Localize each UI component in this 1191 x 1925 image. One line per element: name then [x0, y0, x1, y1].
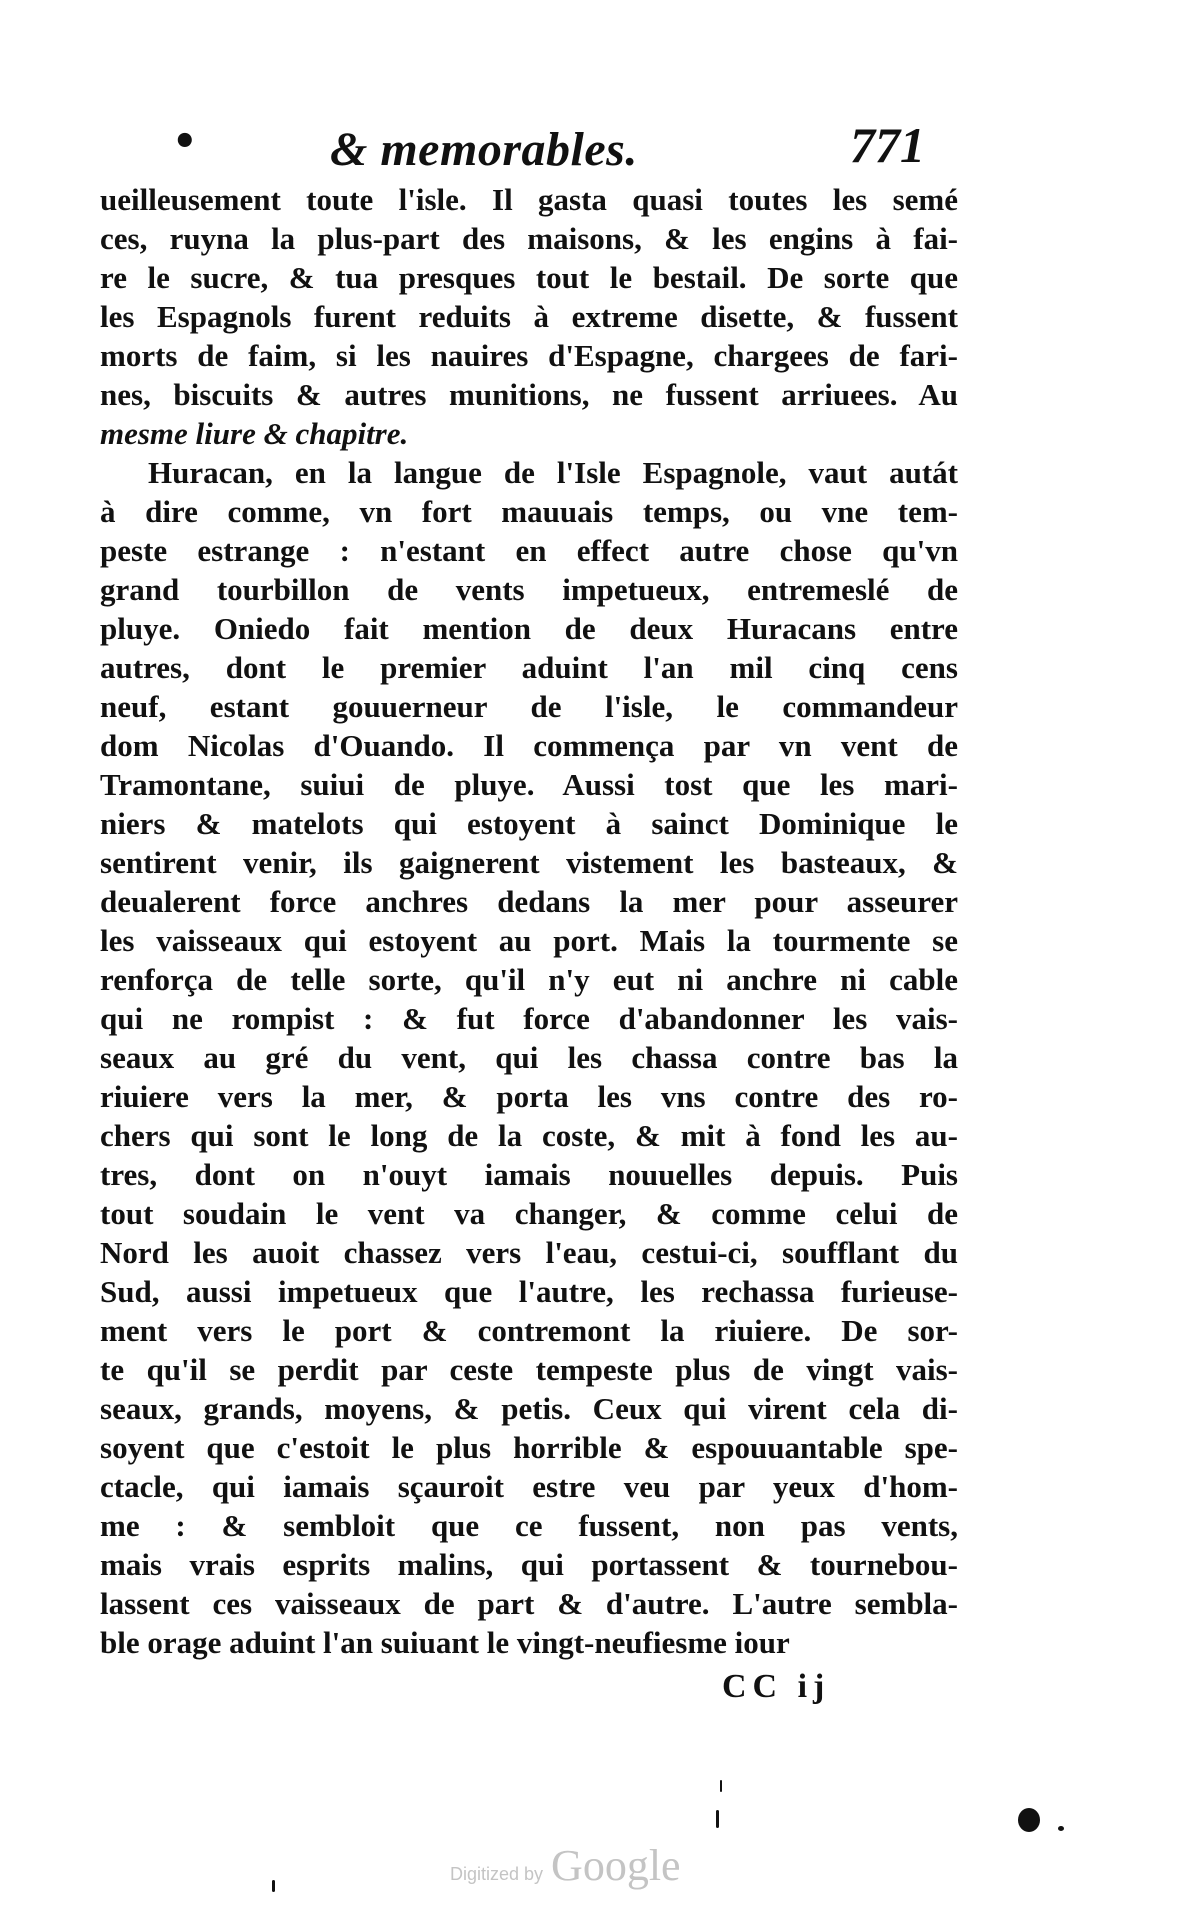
text-line: dom Nicolas d'Ouando. Il commença par vn vent de	[100, 728, 958, 763]
text-line: Tramontane, suiui de pluye. Aussi tost que les mari-	[100, 767, 958, 802]
text-line: re le sucre, & tua presques tout le bestail. De sorte que	[100, 260, 958, 295]
text-line: tres, dont on n'ouyt iamais nouuelles depuis. Puis	[100, 1157, 958, 1192]
text-line: neuf, estant gouuerneur de l'isle, le commandeur	[100, 689, 958, 724]
text-line: ctacle, qui iamais sçauroit estre veu par yeux d'hom-	[100, 1469, 958, 1504]
text-line: peste estrange : n'estant en effect autre chose qu'vn	[100, 533, 958, 568]
text-line: ment vers le port & contremont la riuiere. De sor-	[100, 1313, 958, 1348]
text-line: te qu'il se perdit par ceste tempeste plus de vingt vais-	[100, 1352, 958, 1387]
text-line: soyent que c'estoit le plus horrible & espouuantable spe-	[100, 1430, 958, 1465]
text-line: autres, dont le premier aduint l'an mil cinq cens	[100, 650, 958, 685]
text-line: niers & matelots qui estoyent à sainct Dominique le	[100, 806, 958, 841]
text-line: qui ne rompist : & fut force d'abandonner les vais-	[100, 1001, 958, 1036]
digitized-watermark	[450, 1840, 681, 1891]
text-line: nes, biscuits & autres munitions, ne fussent arriuees. Au	[100, 377, 958, 412]
watermark-prefix: Digitized by	[450, 1864, 544, 1884]
text-line: ueilleusement toute l'isle. Il gasta quasi toutes les semé	[100, 182, 958, 217]
text-line: riuiere vers la mer, & porta les vns contre des ro-	[100, 1079, 958, 1114]
running-head: & memorables.	[330, 123, 638, 176]
text-line: ces, ruyna la plus-part des maisons, & les engins à fai-	[100, 221, 958, 256]
ink-speck	[1058, 1826, 1064, 1831]
ink-speck	[272, 1880, 275, 1892]
google-logo: Google	[551, 1841, 681, 1890]
text-line: tout soudain le vent va changer, & comme celui de	[100, 1196, 958, 1231]
citation-line: mesme liure & chapitre.	[100, 416, 409, 451]
ink-speck	[716, 1810, 719, 1828]
text-line: deualerent force anchres dedans la mer pour asseurer	[100, 884, 958, 919]
text-line: pluye. Oniedo fait mention de deux Huracans entre	[100, 611, 958, 646]
text-line: Sud, aussi impetueux que l'autre, les rechassa furieuse-	[100, 1274, 958, 1309]
text-line: lassent ces vaisseaux de part & d'autre. L'autre sembla-	[100, 1586, 958, 1621]
text-line: chers qui sont le long de la coste, & mit à fond les au-	[100, 1118, 958, 1153]
text-line: Nord les auoit chassez vers l'eau, cestui-ci, soufflant du	[100, 1235, 958, 1270]
text-line: seaux, grands, moyens, & petis. Ceux qui virent cela di-	[100, 1391, 958, 1426]
text-line: me : & sembloit que ce fussent, non pas vents,	[100, 1508, 958, 1543]
text-line: les Espagnols furent reduits à extreme disette, & fussent	[100, 299, 958, 334]
header-mark: •	[172, 118, 198, 165]
body-text	[100, 180, 958, 1662]
ink-speck	[1018, 1808, 1040, 1832]
text-line: renforça de telle sorte, qu'il n'y eut ni anchre ni cable	[100, 962, 958, 997]
text-line: morts de faim, si les nauires d'Espagne, chargees de fari-	[100, 338, 958, 373]
text-line: ble orage aduint l'an suiuant le vingt-neufiesme iour	[100, 1625, 790, 1660]
paragraph-start-line: Huracan, en la langue de l'Isle Espagnole, vaut autát	[148, 455, 958, 490]
text-line: grand tourbillon de vents impetueux, entremeslé de	[100, 572, 958, 607]
text-line: mais vrais esprits malins, qui portassent & tournebou-	[100, 1547, 958, 1582]
text-line: seaux au gré du vent, qui les chassa contre bas la	[100, 1040, 958, 1075]
ink-speck	[720, 1780, 722, 1792]
signature-mark: CC ij	[722, 1668, 831, 1705]
text-line: les vaisseaux qui estoyent au port. Mais la tourmente se	[100, 923, 958, 958]
text-line: à dire comme, vn fort mauuais temps, ou vne tem-	[100, 494, 958, 529]
text-line: sentirent venir, ils gaignerent vistement les basteaux, &	[100, 845, 958, 880]
page-number: 771	[850, 117, 925, 173]
